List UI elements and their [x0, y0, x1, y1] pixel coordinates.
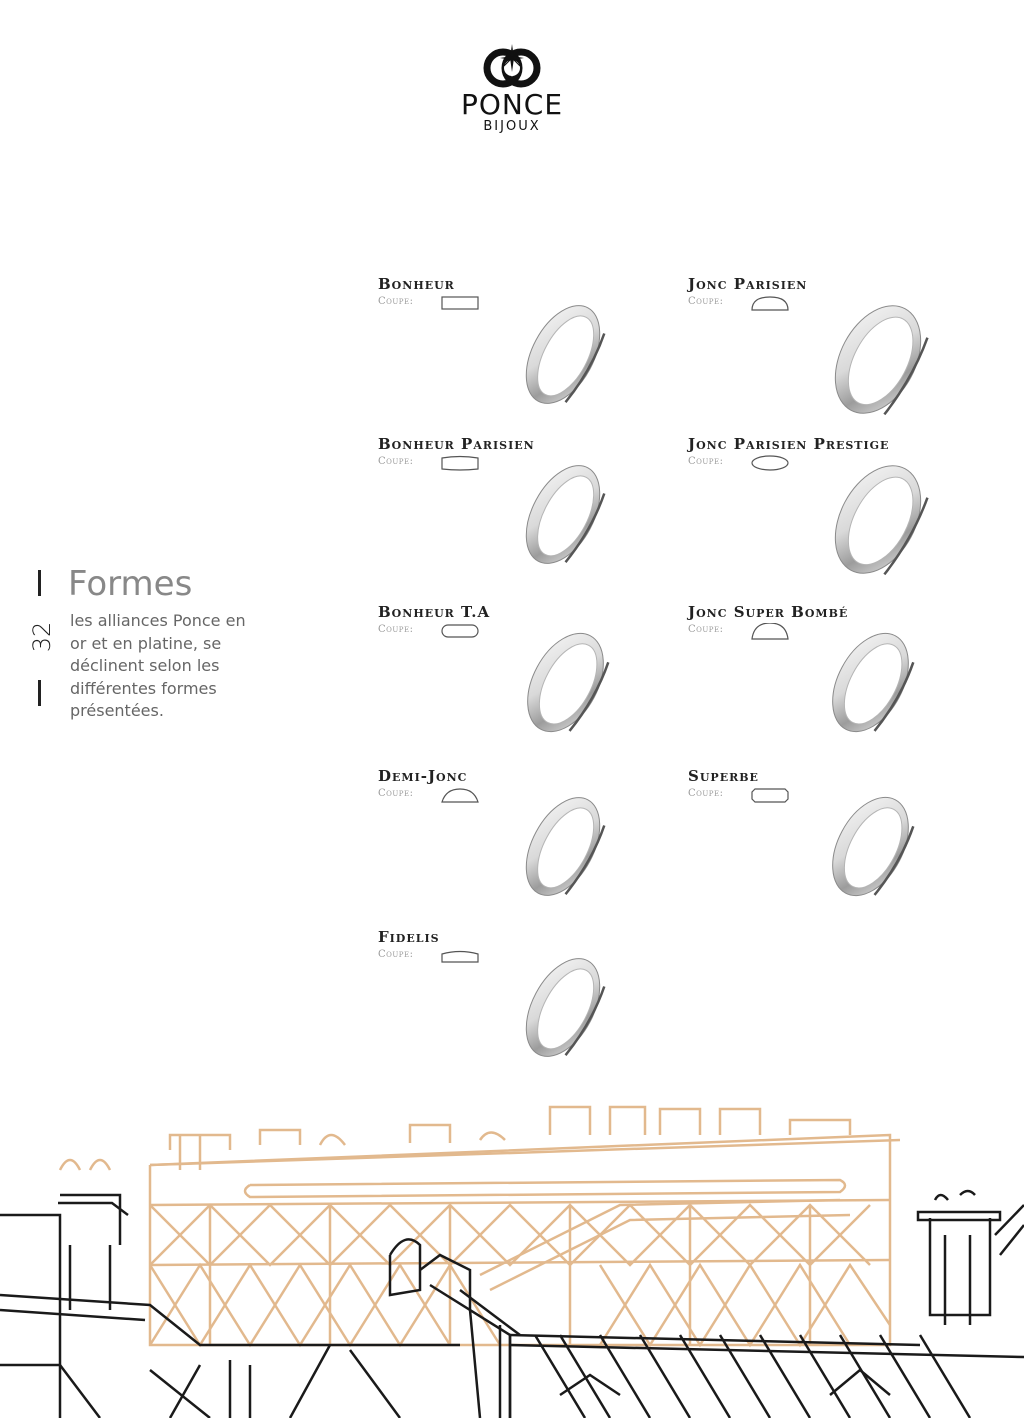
ring-name: Jonc Parisien: [688, 275, 808, 293]
coupe-profile-icon: [440, 623, 480, 645]
coupe-label: Coupe:: [378, 949, 414, 960]
ring-item-jonc-parisien-prestige: [688, 435, 978, 595]
page-number: 32: [28, 621, 56, 653]
ring-image: [823, 457, 933, 586]
brand-name: PONCE: [460, 88, 564, 121]
ring-image: [518, 297, 608, 416]
ring-name: Superbe: [688, 767, 759, 785]
ring-image: [518, 789, 608, 908]
coupe-label: Coupe:: [688, 624, 724, 635]
page-description: les alliances Ponce en or et en platine, se déclinent selon les différentes formes présentées.: [70, 611, 246, 720]
rings-sparkle-icon: [472, 38, 552, 90]
ring-name: Bonheur T.A: [378, 603, 491, 621]
coupe-profile-icon: [440, 455, 480, 477]
coupe-label: Coupe:: [378, 296, 414, 307]
ring-name: Demi-Jonc: [378, 767, 468, 785]
ring-item-bonheur-parisien: [378, 435, 668, 595]
coupe-profile-icon: [440, 787, 480, 809]
coupe-label: Coupe:: [688, 788, 724, 799]
coupe-profile-icon: [750, 787, 790, 809]
ring-image: [823, 297, 933, 426]
ring-name: Fidelis: [378, 928, 440, 946]
ring-image: [518, 457, 608, 576]
ring-item-bonheur-t-a: [378, 603, 668, 763]
ring-item-jonc-super-bombe: [688, 603, 978, 763]
ring-image: [823, 789, 918, 908]
page-title: Formes: [68, 564, 193, 604]
coupe-profile-icon: [440, 948, 480, 970]
paris-rooftops-illustration: [0, 1095, 1024, 1418]
coupe-label: Coupe:: [378, 624, 414, 635]
coupe-label: Coupe:: [688, 296, 724, 307]
ring-name: Jonc Parisien Prestige: [688, 435, 890, 453]
ring-name: Bonheur: [378, 275, 455, 293]
coupe-profile-icon: [750, 455, 790, 477]
brand-subtitle: BIJOUX: [483, 119, 541, 134]
ponce-logo: [440, 38, 584, 148]
coupe-label: Coupe:: [378, 456, 414, 467]
ring-item-superbe: [688, 767, 978, 927]
ring-image: [518, 625, 613, 744]
ring-item-jonc-parisien: [688, 275, 978, 435]
ring-name: Jonc Super Bombé: [688, 603, 849, 621]
ring-item-bonheur: [378, 275, 668, 435]
page-intro: [0, 560, 260, 730]
page-number-rule-bottom: [38, 680, 41, 706]
coupe-label: Coupe:: [688, 456, 724, 467]
coupe-profile-icon: [750, 295, 790, 317]
ring-name: Bonheur Parisien: [378, 435, 535, 453]
ring-image: [823, 625, 918, 744]
coupe-profile-icon: [750, 623, 790, 645]
page-number-rule-top: [38, 570, 41, 596]
ring-image: [518, 950, 608, 1069]
coupe-label: Coupe:: [378, 788, 414, 799]
ring-item-fidelis: [378, 928, 668, 1088]
coupe-profile-icon: [440, 295, 480, 317]
ring-item-demi-jonc: [378, 767, 668, 927]
